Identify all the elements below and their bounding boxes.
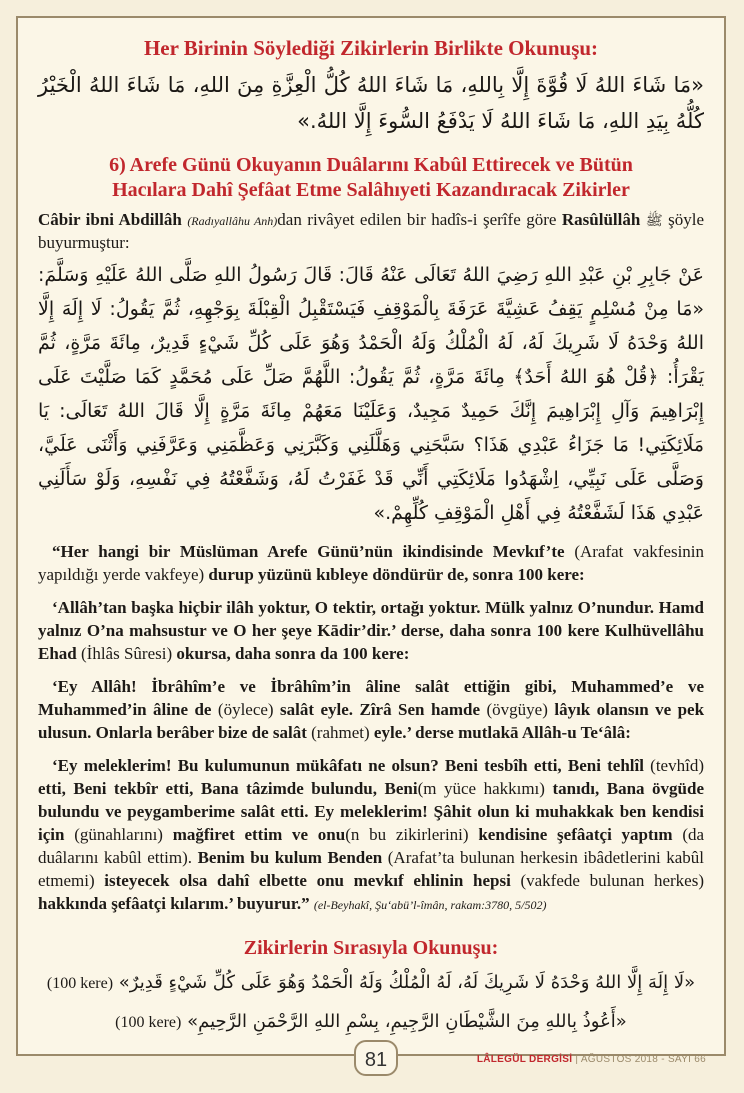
zikir-2-count: (100 kere) — [115, 1014, 182, 1031]
p4-note-j: (da duâlarını kabûl ettim). — [38, 825, 705, 867]
zikir-line-1 — [38, 964, 704, 1003]
p4-bold-c: etti, Beni tekbîr etti, Bana tâzimde bulundu, Beni — [38, 779, 418, 798]
p4-note-d: (m yüce hakkımı) — [417, 779, 545, 798]
arabic-masaallah-zikir: «مَا شَاءَ اللهُ لَا قُوَّةَ إِلَّا بِاللهِ، مَا شَاءَ اللهُ كُلُّ الْعِزَّةِ مِنَ اللهِ، مَا شَاءَ اللهُ الْخَيْرُ كُلُّهُ بِيَدِ اللهِ، مَا شَاءَ اللهُ لَا يَدْفَعُ السُّوءَ إِلَّا اللهُ.» — [38, 73, 704, 133]
p2-bold-a: ‘Allâh’tan başka hiçbir ilâh yoktur, O tektir, ortağı yoktur. Mülk yalnız O’nundur. Hamd yalnız O’na mahsustur ve O her şeye Kādir’dir.’ derse, daha sonra 100 kere Kulhüvellâhu Ehad — [38, 598, 704, 663]
p4-note-n: (vakfede bulunan herkes) — [520, 871, 704, 890]
section-6-title-line1: 6) Arefe Günü Okuyanın Duâlarını Kabûl Ettirecek ve Bütün — [109, 154, 633, 176]
p1-bold-a: “Her hangi bir Müslüman Arefe Günü’nün ikindisinde Mevkıf’te — [52, 542, 565, 561]
p3-bold-g: eyle.’ derse mutlakā Allâh-u Te‘âlâ: — [373, 723, 631, 742]
intro-end: şöyle buyurmuştur: — [38, 210, 705, 252]
p3-bold-c: salât eyle. Zîrâ Sen hamde — [280, 700, 481, 719]
p2-note: (İhlâs Sûresi) — [81, 644, 173, 663]
p4-note-f: (günahlarını) — [74, 825, 163, 844]
zikir-line-2 — [38, 1003, 704, 1042]
hadith-reference: (el-Beyhakî, Şu‘abü’l-îmân, rakam:3780, 5/502) — [313, 898, 547, 912]
p1-bold-c: durup yüzünü kıbleye döndürür de, sonra 100 kere: — [208, 565, 585, 584]
section-6-title — [38, 153, 704, 203]
heading-birlikte-okunusu: Her Birinin Söylediği Zikirlerin Birlikte Okunuşu: — [143, 36, 599, 60]
paragraph-2 — [38, 596, 704, 665]
intro-radi: (Radıyallâhu Anh) — [187, 214, 278, 228]
p4-bold-o: hakkında şefâatçi kılarım.’ buyurur.” — [38, 894, 310, 913]
p4-bold-k: Benim bu kulum Benden — [197, 848, 383, 867]
footer-divider: | — [575, 1054, 581, 1065]
zikir-2-arabic: «أَعُوذُ بِاللهِ مِنَ الشَّيْطَانِ الرَّجِيمِ، بِسْمِ اللهِ الرَّحْمَنِ الرَّحِيمِ» — [187, 1011, 627, 1032]
intro-paragraph — [38, 209, 704, 254]
p4-bold-e: tanıdı, Bana övgüde bulundu ve peygamberime salât etti. Ey meleklerim! Şâhit olun ki muhakkak ben kendisi için — [38, 779, 705, 844]
paragraph-3 — [38, 675, 704, 744]
page-content — [38, 36, 704, 1042]
paragraph-1 — [38, 540, 704, 586]
p4-note-h: (n bu zikirlerini) — [345, 825, 469, 844]
p4-bold-a: ‘Ey meleklerim! Bu kulumunun mükâfatı ne olsun? Beni tesbîh etti, Beni tehlîl — [52, 756, 644, 775]
p2-bold-c: okursa, daha sonra da 100 kere: — [176, 644, 410, 663]
heading-sirasiyla-okunusu: Zikirlerin Sırasıyla Okunuşu: — [243, 937, 499, 959]
p4-bold-m: isteyecek olsa dahî elbette onu mevkıf ehlinin hepsi — [104, 871, 511, 890]
page-footer — [16, 1040, 726, 1080]
p3-bold-e: lâyık olansın ve pek ulusun. Onlarla berâber bize de salât — [38, 700, 705, 742]
pbuh-icon: ﷺ — [645, 213, 663, 229]
zikir-1-count: (100 kere) — [46, 975, 114, 992]
zikir-1-arabic: «لَا إِلَهَ إِلَّا اللهُ وَحْدَهُ لَا شَرِيكَ لَهُ، لَهُ الْمُلْكُ وَلَهُ الْحَمْدُ وَهُوَ عَلَى كُلِّ شَيْءٍ قَدِيرٌ» — [118, 972, 696, 993]
section-6-title-line2: Hacılara Dahî Şefâat Etme Salâhıyeti Kazandıracak Zikirler — [112, 179, 630, 201]
p3-bold-a: ‘Ey Allâh! İbrâhîm’e ve İbrâhîm’in âline salât ettiğin gibi, Muhammed’e ve Muhammed’in âline de — [38, 677, 704, 719]
arabic-hadith: عَنْ جَابِرِ بْنِ عَبْدِ اللهِ رَضِيَ اللهُ تَعَالَى عَنْهُ قَالَ: قَالَ رَسُولُ اللهِ صَلَّى اللهُ عَلَيْهِ وَسَلَّمَ: «مَا مِنْ مُسْلِمٍ يَقِفُ عَشِيَّةَ عَرَفَةَ بِالْمَوْقِفِ فَيَسْتَقْبِلُ الْقِبْلَةَ بِوَجْهِهِ، ثُمَّ يَقُولُ: لَا إِلَهَ إِلَّا اللهُ وَحْدَهُ لَا شَرِيكَ لَهُ، لَهُ الْمُلْكُ وَلَهُ الْحَمْدُ وَهُوَ عَلَى كُلِّ شَيْءٍ قَدِيرٌ، مِائَةَ مَرَّةٍ، ثُمَّ يَقْرَأُ: ﴿قُلْ هُوَ اللهُ أَحَدٌ﴾ مِائَةَ مَرَّةٍ، ثُمَّ يَقُولُ: اللَّهُمَّ صَلِّ عَلَى مُحَمَّدٍ كَمَا صَلَّيْتَ عَلَى إِبْرَاهِيمَ وَآلِ إِبْرَاهِيمَ إِنَّكَ حَمِيدٌ مَجِيدٌ، وَعَلَيْنَا مَعَهُمْ مِائَةَ مَرَّةٍ إِلَّا قَالَ اللهُ تَعَالَى: يَا مَلَائِكَتِي! مَا جَزَاءُ عَبْدِي هَذَا؟ سَبَّحَنِي وَهَلَّلَنِي وَكَبَّرَنِي وَعَظَّمَنِي وَعَرَّفَنِي وَأَثْنَى عَلَيَّ، وَصَلَّى عَلَى نَبِيِّي، اِشْهَدُوا مَلَائِكَتِي أَنِّي قَدْ غَفَرْتُ لَهُ، وَشَفَّعْتُهُ فِي نَفْسِهِ، وَلَوْ سَأَلَنِي عَبْدِي هَذَا لَشَفَّعْتُهُ فِي أَهْلِ الْمَوْقِفِ كُلِّهِمْ.» — [38, 264, 704, 524]
paragraph-4 — [38, 754, 704, 917]
intro-name: Câbir ibni Abdillâh — [38, 210, 182, 229]
intro-mid: dan rivâyet edilen bir hadîs-i şerîfe göre — [277, 210, 557, 229]
p4-bold-g: mağfiret ettim ve onu — [172, 825, 346, 844]
p3-note-f: (rahmet) — [311, 723, 370, 742]
magazine-info — [477, 1054, 706, 1065]
p4-note-b: (tevhîd) — [650, 756, 704, 775]
page-number: 81 — [354, 1040, 398, 1076]
magazine-issue: AĞUSTOS 2018 - SAYI 66 — [580, 1054, 706, 1065]
magazine-name: LÂLEGÜL DERGİSİ — [476, 1054, 573, 1065]
p1-note: (Arafat vakfesinin yapıldığı yerde vakfeye) — [38, 542, 705, 584]
p4-note-l: (Arafat’ta bulunan herkesin ibâdetlerini kabûl etmemi) — [38, 848, 705, 890]
intro-rasul: Rasûlüllâh — [561, 210, 641, 229]
p4-bold-i: kendisine şefâatçi yaptım — [478, 825, 673, 844]
page-frame — [16, 16, 726, 1056]
p3-note-b: (öylece) — [217, 700, 274, 719]
p3-note-d: (övgüye) — [486, 700, 548, 719]
